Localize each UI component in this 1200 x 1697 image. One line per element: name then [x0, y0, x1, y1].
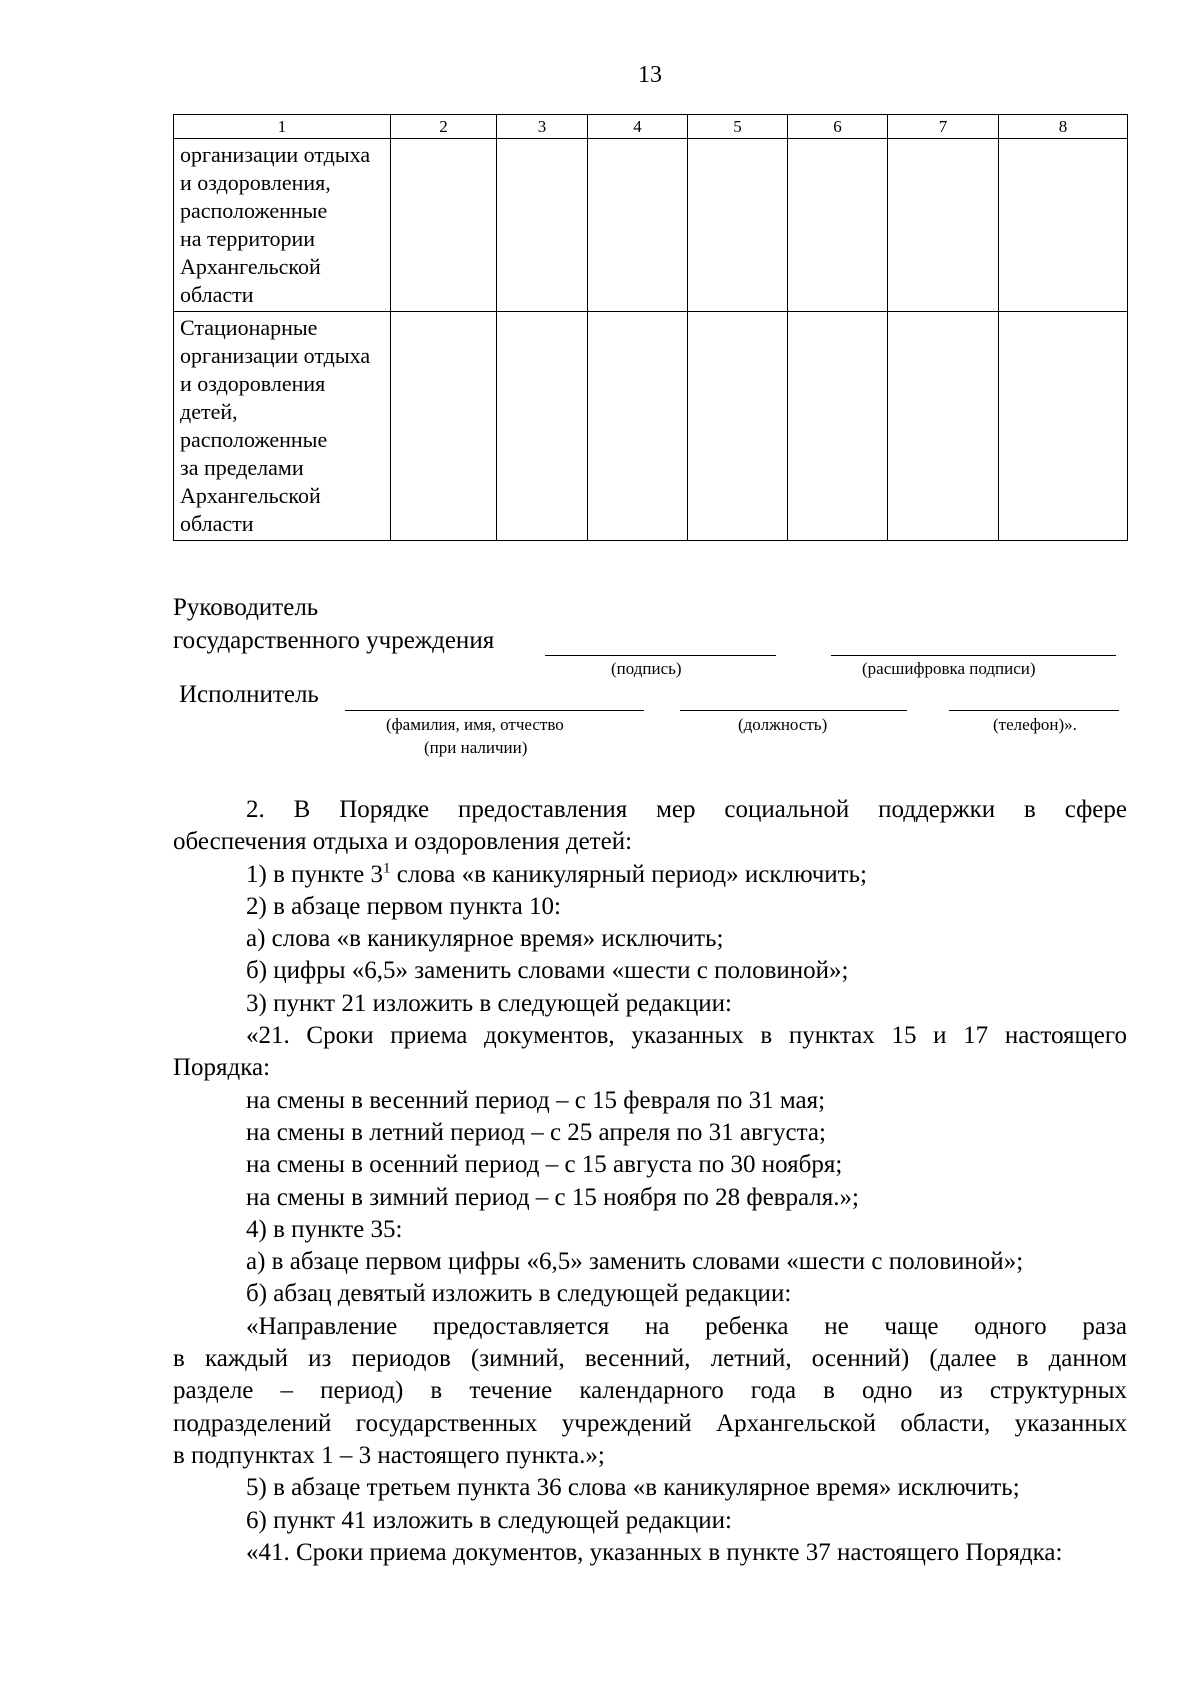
- table-row: [174, 312, 1128, 541]
- table-cell: [888, 139, 999, 312]
- direction-line1: «Направление предоставляется на ребенка не чаще одного раза: [246, 1312, 1127, 1340]
- table-cell: [588, 312, 688, 541]
- column-header: 5: [688, 115, 788, 139]
- caption-position: (должность): [738, 715, 828, 734]
- amendment-text: [173, 794, 1127, 1569]
- item-2a: а) слова «в каникулярное время» исключить;: [246, 925, 724, 953]
- table-cell: [888, 312, 999, 541]
- direction-line2: в каждый из периодов (зимний, весенний, летний, осенний) (далее в данном: [173, 1345, 1127, 1373]
- period-spring: на смены в весенний период – с 15 февраля по 31 мая;: [246, 1086, 826, 1114]
- table-cell: [688, 312, 788, 541]
- caption-fio: (фамилия, имя, отчество: [386, 715, 564, 734]
- table-cell: [688, 139, 788, 312]
- item-3: 3) пункт 21 изложить в следующей редакции:: [246, 989, 732, 1017]
- column-header: 1: [174, 115, 391, 139]
- signature-line: [545, 655, 776, 656]
- head-title-line2: государственного учреждения: [173, 627, 495, 654]
- table-cell: [999, 139, 1128, 312]
- paragraph-2-line2: обеспечения отдыха и оздоровления детей:: [173, 828, 633, 856]
- direction-line4: подразделений государственных учреждений Архангельской области, указанных: [173, 1409, 1127, 1437]
- table-cell: [788, 312, 888, 541]
- quote-41: «41. Сроки приема документов, указанных в пункте 37 настоящего Порядка:: [246, 1538, 1063, 1566]
- column-header: 6: [788, 115, 888, 139]
- column-header: 2: [391, 115, 497, 139]
- period-summer: на смены в летний период – с 25 апреля по 31 августа;: [246, 1118, 826, 1146]
- executor-phone-line: [949, 710, 1119, 711]
- item-5: 5) в абзаце третьем пункта 36 слова «в каникулярное время» исключить;: [246, 1474, 1020, 1502]
- quote-21-line2: Порядка:: [173, 1054, 271, 1082]
- item-4b: б) абзац девятый изложить в следующей редакции:: [246, 1280, 792, 1308]
- page-number: 13: [638, 62, 662, 88]
- executor-position-line: [680, 710, 907, 711]
- column-header: 3: [497, 115, 588, 139]
- direction-line3: разделе – период) в течение календарного года в одно из структурных: [173, 1377, 1127, 1405]
- period-autumn: на смены в осенний период – с 15 августа по 30 ноября;: [246, 1151, 843, 1179]
- row-label: Стационарные организации отдыха и оздоровления детей, расположенные за пределами Архангельской области: [174, 312, 391, 541]
- table-cell: [391, 312, 497, 541]
- paragraph-2-line1: 2. В Порядке предоставления мер социальной поддержки в сфере: [246, 796, 1127, 823]
- table-cell: [497, 312, 588, 541]
- caption-signature: (подпись): [611, 659, 682, 678]
- table-cell: [588, 139, 688, 312]
- signature-decode-line: [831, 655, 1116, 656]
- column-header: 8: [999, 115, 1128, 139]
- direction-line5: в подпунктах 1 – 3 настоящего пункта.»;: [173, 1441, 605, 1469]
- table-row: [174, 139, 1128, 312]
- item-2b: б) цифры «6,5» заменить словами «шести с половиной»;: [246, 957, 849, 985]
- item-2: 2) в абзаце первом пункта 10:: [246, 892, 561, 920]
- caption-signature-decode: (расшифровка подписи): [862, 659, 1036, 678]
- item-1: 1) в пункте $3^1$ слова «в каникулярный период» исключить;: [246, 860, 867, 888]
- item-6: 6) пункт 41 изложить в следующей редакции:: [246, 1506, 732, 1534]
- table-cell: [497, 139, 588, 312]
- head-title-line1: Руководитель: [173, 594, 319, 621]
- column-header: 4: [588, 115, 688, 139]
- caption-fio-note: (при наличии): [424, 738, 528, 757]
- caption-phone: (телефон)».: [993, 715, 1077, 734]
- table-cell: [391, 139, 497, 312]
- executor-label: Исполнитель: [179, 681, 319, 708]
- report-table: [173, 114, 1128, 541]
- row-label: организации отдыха и оздоровления, расположенные на территории Архангельской области: [174, 139, 391, 312]
- table-header-row: [174, 115, 1128, 139]
- column-header: 7: [888, 115, 999, 139]
- item-4a: а) в абзаце первом цифры «6,5» заменить словами «шести с половиной»;: [246, 1248, 1024, 1276]
- quote-21-line1: «21. Сроки приема документов, указанных в пунктах 15 и 17 настоящего: [246, 1022, 1127, 1050]
- table-cell: [788, 139, 888, 312]
- table-cell: [999, 312, 1128, 541]
- period-winter: на смены в зимний период – с 15 ноября по 28 февраля.»;: [246, 1183, 859, 1211]
- item-4: 4) в пункте 35:: [246, 1215, 403, 1243]
- executor-fio-line: [345, 710, 644, 711]
